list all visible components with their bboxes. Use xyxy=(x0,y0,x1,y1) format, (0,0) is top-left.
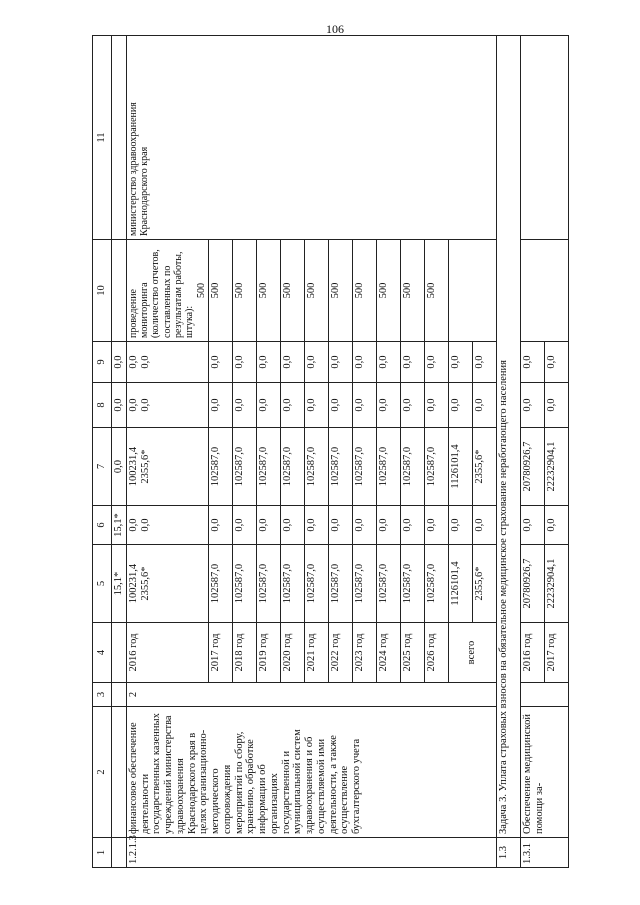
table-cell: 102587,0 xyxy=(424,428,448,506)
indicator-cell: проведение мониторинга (количество отчетов, составленных по результатам работы, штука): 500 xyxy=(126,240,208,342)
table-cell: 0,0 xyxy=(280,506,304,545)
header-cell: 5 xyxy=(93,545,112,623)
table-cell: 0,0 xyxy=(352,342,376,383)
table-cell: 0,0 xyxy=(400,342,424,383)
table-cell: 0,0 xyxy=(304,506,328,545)
table-cell: 0,0 xyxy=(112,342,127,383)
table-cell: 102587,0 xyxy=(232,545,256,623)
header-cell: 2 xyxy=(93,707,112,838)
table-cell: 102587,0 xyxy=(376,428,400,506)
table-cell xyxy=(112,240,127,342)
table-cell: 102587,0 xyxy=(400,428,424,506)
table-cell: 0,0 xyxy=(208,506,232,545)
table-cell: 102587,0 xyxy=(424,545,448,623)
table-cell: 0,0 xyxy=(448,342,472,383)
task-title: Задача 3. Уплата страховых взносов на обязательное медицинское страхование неработающего населения xyxy=(496,36,520,838)
year-cell: 2024 год xyxy=(376,623,400,683)
table-row xyxy=(112,36,127,868)
header-cell: 10 xyxy=(93,240,112,342)
year-cell: 2023 год xyxy=(352,623,376,683)
table-cell: 0,0 xyxy=(352,506,376,545)
table-cell xyxy=(448,240,496,342)
year-cell: 2025 год xyxy=(400,623,424,683)
table-cell: 102587,0 xyxy=(304,545,328,623)
table-cell: 0,0 xyxy=(400,506,424,545)
table-cell: 0,0 xyxy=(472,506,496,545)
table-cell: 0,0 xyxy=(376,506,400,545)
table-cell: 0,0 xyxy=(544,383,568,428)
table-cell: 0,0 xyxy=(328,342,352,383)
table-cell: 0,0 xyxy=(472,383,496,428)
table-cell: 0,0 xyxy=(232,383,256,428)
table-cell: 0,0 xyxy=(280,342,304,383)
header-cell: 3 xyxy=(93,683,112,707)
table-cell: 500 xyxy=(208,240,232,342)
table-cell: 102587,0 xyxy=(256,545,280,623)
task-number: 1.3 xyxy=(496,838,520,868)
table-cell: 2 xyxy=(126,683,496,707)
table-cell: 0,0 0,0 xyxy=(126,506,208,545)
table-cell: 0,0 0,0 xyxy=(126,342,208,383)
year-cell: 2017 год xyxy=(544,623,568,683)
table-cell: 500 xyxy=(424,240,448,342)
table-cell: 0,0 xyxy=(472,342,496,383)
table-cell: 0,0 0,0 xyxy=(126,383,208,428)
table-cell: 0,0 xyxy=(448,506,472,545)
table-cell xyxy=(112,623,127,683)
header-cell: 7 xyxy=(93,428,112,506)
table-cell: 15,1* xyxy=(112,506,127,545)
table-cell: 0,0 xyxy=(112,383,127,428)
table-cell: 0,0 xyxy=(520,342,544,383)
table-cell: 102587,0 xyxy=(256,428,280,506)
table-cell: 1126101,4 xyxy=(448,545,472,623)
table-cell: 15,1* xyxy=(112,545,127,623)
table-cell: 102587,0 xyxy=(328,428,352,506)
table-cell: 0,0 xyxy=(352,383,376,428)
table-cell xyxy=(112,36,127,240)
table-cell: 102587,0 xyxy=(232,428,256,506)
year-cell: 2021 год xyxy=(304,623,328,683)
table-cell: 100231,4 2355,6* xyxy=(126,545,208,623)
table-cell: 0,0 xyxy=(280,383,304,428)
table-cell: 500 xyxy=(400,240,424,342)
header-cell: 9 xyxy=(93,342,112,383)
table-cell: 102587,0 xyxy=(352,545,376,623)
table-cell: 0,0 xyxy=(520,383,544,428)
table-row xyxy=(126,36,208,868)
header-cell: 11 xyxy=(93,36,112,240)
table-cell: 0,0 xyxy=(424,506,448,545)
table-cell: 100231,4 2355,6* xyxy=(126,428,208,506)
header-row xyxy=(93,36,112,868)
table-cell: 102587,0 xyxy=(328,545,352,623)
table-cell: 0,0 xyxy=(208,342,232,383)
header-cell: 4 xyxy=(93,623,112,683)
table-cell: 500 xyxy=(376,240,400,342)
table-cell xyxy=(520,36,568,240)
year-cell: 2016 год xyxy=(126,623,208,683)
table-cell: 20780926,7 xyxy=(520,545,544,623)
table-cell xyxy=(112,683,127,707)
executor-cell: министерство здравоохранения Краснодарского края xyxy=(126,36,496,240)
table-cell: 22232904,1 xyxy=(544,545,568,623)
header-cell: 8 xyxy=(93,383,112,428)
task-row xyxy=(496,36,520,868)
table-cell: 0,0 xyxy=(424,342,448,383)
year-cell: 2016 год xyxy=(520,623,544,683)
header-cell: 6 xyxy=(93,506,112,545)
table-cell: 0,0 xyxy=(304,383,328,428)
table-cell: 102587,0 xyxy=(208,545,232,623)
table-cell: 500 xyxy=(232,240,256,342)
year-cell: 2019 год xyxy=(256,623,280,683)
table-cell: 102587,0 xyxy=(304,428,328,506)
table-cell: 2355,6* xyxy=(472,545,496,623)
table-cell xyxy=(112,838,127,868)
table-cell: 22232904,1 xyxy=(544,428,568,506)
table-cell: 0,0 xyxy=(232,506,256,545)
table-cell: 0,0 xyxy=(256,506,280,545)
table-cell: 102587,0 xyxy=(280,428,304,506)
table-cell: 1126101,4 xyxy=(448,428,472,506)
table-cell: 0,0 xyxy=(328,506,352,545)
table-cell xyxy=(112,707,127,838)
item-number: 1.3.1 xyxy=(520,838,568,868)
table-cell: 0,0 xyxy=(304,342,328,383)
header-cell: 1 xyxy=(93,838,112,868)
table-cell: 0,0 xyxy=(376,383,400,428)
year-cell: 2018 год xyxy=(232,623,256,683)
table-cell: 0,0 xyxy=(376,342,400,383)
rotated-table-wrapper xyxy=(92,36,589,868)
table-cell: 102587,0 xyxy=(376,545,400,623)
table-cell: 0,0 xyxy=(448,383,472,428)
table-cell: 0,0 xyxy=(256,383,280,428)
table-cell: 0,0 xyxy=(424,383,448,428)
table-cell: 102587,0 xyxy=(352,428,376,506)
table-row xyxy=(520,36,544,868)
table-cell: 20780926,7 xyxy=(520,428,544,506)
table-cell: 0,0 xyxy=(400,383,424,428)
program-table xyxy=(92,35,569,868)
table-cell: 0,0 xyxy=(544,506,568,545)
table-cell: 0,0 xyxy=(232,342,256,383)
year-cell: 2017 год xyxy=(208,623,232,683)
table-cell: 0,0 xyxy=(208,383,232,428)
table-cell: 102587,0 xyxy=(400,545,424,623)
table-cell: 102587,0 xyxy=(208,428,232,506)
item-description: Обеспечение медицинской помощи за- xyxy=(520,707,568,838)
year-cell: 2026 год xyxy=(424,623,448,683)
page-number: 106 xyxy=(326,22,344,36)
table-cell: 0,0 xyxy=(328,383,352,428)
table-cell: 102587,0 xyxy=(280,545,304,623)
total-label: всего xyxy=(448,623,496,683)
table-cell: 2355,6* xyxy=(472,428,496,506)
item-number: 1.2.1.3 xyxy=(126,838,496,868)
table-cell: 500 xyxy=(304,240,328,342)
year-cell: 2022 год xyxy=(328,623,352,683)
table-cell: 0,0 xyxy=(112,428,127,506)
table-cell: 0,0 xyxy=(544,342,568,383)
table-cell: 500 xyxy=(256,240,280,342)
table-cell: 0,0 xyxy=(520,506,544,545)
table-cell xyxy=(520,683,568,707)
item-description: финансовое обеспечение деятельности государственных казенных учреждений министерства здравоохранения Краснодарского края в целях организационно-методического сопровождения мероприятий по сбору, хранению, обработке информации об организациях государственной и муниципальной систем здравоохранения и об осуществляемой ими деятельности, а также осуществление бухгалтерского учета xyxy=(126,707,496,838)
table-cell: 0,0 xyxy=(256,342,280,383)
year-cell: 2020 год xyxy=(280,623,304,683)
table-cell: 500 xyxy=(280,240,304,342)
table-cell xyxy=(520,240,568,342)
table-cell: 500 xyxy=(328,240,352,342)
table-cell: 500 xyxy=(352,240,376,342)
